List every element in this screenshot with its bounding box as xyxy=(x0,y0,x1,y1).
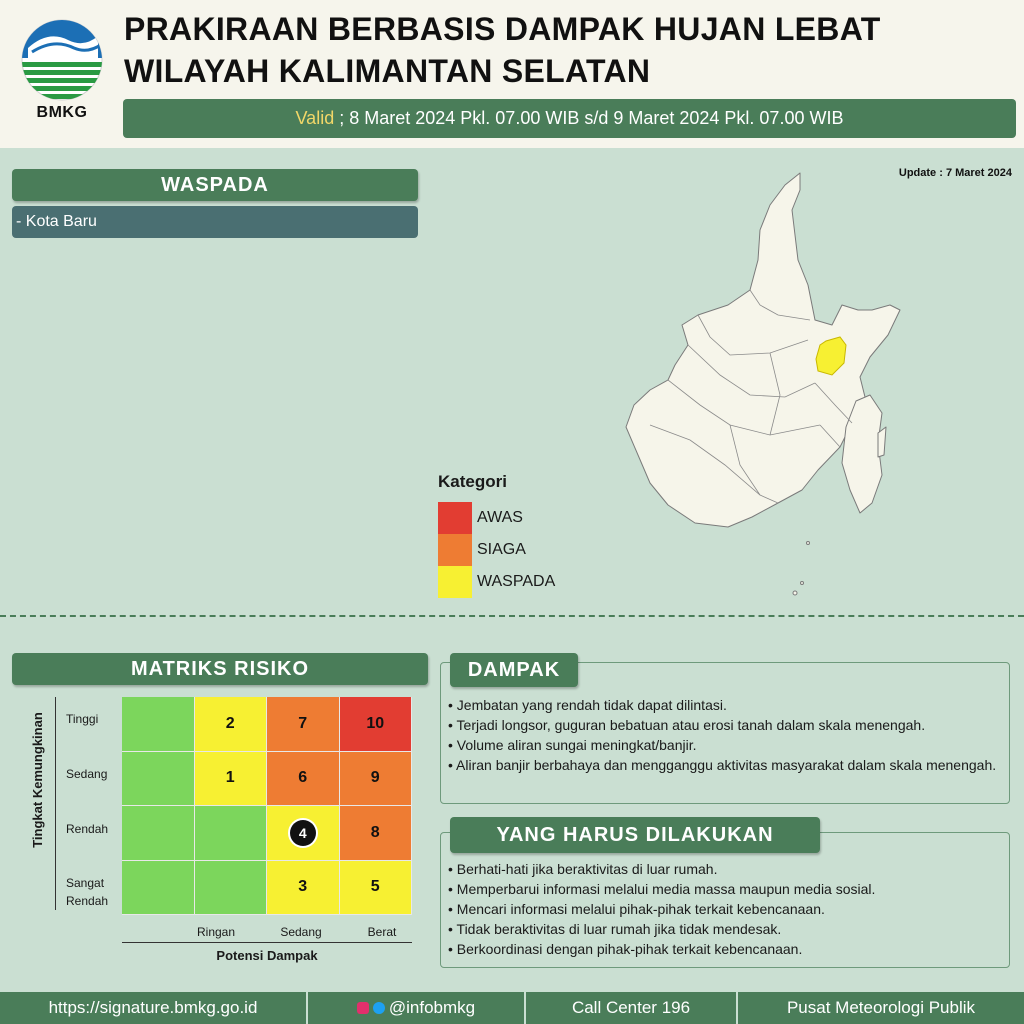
legend-swatch xyxy=(438,534,472,566)
action-item: • Memperbarui informasi melalui media massa maupun media sosial. xyxy=(448,881,876,897)
warning-level-title: WASPADA xyxy=(12,169,418,201)
instagram-icon xyxy=(357,1002,369,1014)
matrix-row-label: Sedang xyxy=(66,767,108,781)
matrix-cell: 2 xyxy=(195,697,268,752)
map-islet xyxy=(801,582,804,585)
action-item: • Berkoordinasi dengan pihak-pihak terkait kebencanaan. xyxy=(448,941,803,957)
page-title xyxy=(124,8,881,92)
legend-title: Kategori xyxy=(438,472,507,491)
impact-title: DAMPAK xyxy=(450,653,578,687)
impact-item: • Jembatan yang rendah tidak dapat dilintasi. xyxy=(448,697,727,713)
footer-website-link[interactable]: https://signature.bmkg.go.id xyxy=(0,992,308,1024)
matrix-cell xyxy=(195,861,268,916)
legend-item-awas xyxy=(438,502,555,534)
footer-unit: Pusat Meteorologi Publik xyxy=(786,998,976,1017)
legend-item-siaga xyxy=(438,534,555,566)
legend-item-waspada xyxy=(438,566,555,598)
legend-label: SIAGA xyxy=(477,541,526,558)
legend-label: WASPADA xyxy=(477,573,556,590)
matrix-cell xyxy=(122,806,195,861)
legend-swatch xyxy=(438,502,472,534)
matrix-cell: 3 xyxy=(267,861,340,916)
valid-period-bar xyxy=(123,99,1016,138)
map-island-small xyxy=(878,427,886,457)
affected-area-list xyxy=(12,206,418,238)
footer xyxy=(0,992,1024,1024)
action-item: • Berhati-hati jika beraktivitas di luar rumah. xyxy=(448,861,718,877)
matrix-cell: 6 xyxy=(267,752,340,807)
matrix-x-axis-title: Potensi Dampak xyxy=(216,948,318,963)
matrix-cell: 8 xyxy=(340,806,413,861)
matrix-y-axis-title: Tingkat Kemungkinan xyxy=(30,712,45,848)
region-map xyxy=(620,165,920,605)
footer-call-center: Call Center 196 xyxy=(526,992,738,1024)
impact-item: • Volume aliran sungai meningkat/banjir. xyxy=(448,737,697,753)
matrix-col-label: Sedang xyxy=(280,925,322,939)
valid-label: Valid xyxy=(295,108,335,128)
update-date: Update : 7 Maret 2024 xyxy=(898,167,1012,179)
action-title: YANG HARUS DILAKUKAN xyxy=(450,817,820,853)
footer-social-handle: @infobmkg xyxy=(388,998,476,1017)
risk-matrix-title: MATRIKS RISIKO xyxy=(12,653,428,685)
matrix-cell xyxy=(122,861,195,916)
legend xyxy=(438,472,555,598)
map-islet xyxy=(793,591,797,595)
matrix-x-axis-line xyxy=(122,942,412,943)
action-list xyxy=(448,859,1004,959)
matrix-row-label: Tinggi xyxy=(66,712,99,726)
risk-matrix-grid xyxy=(122,697,412,915)
action-item: • Tidak beraktivitas di luar rumah jika tidak mendesak. xyxy=(448,921,782,937)
bmkg-logo xyxy=(18,18,106,128)
matrix-y-axis-line xyxy=(55,697,56,910)
matrix-cell xyxy=(122,697,195,752)
matrix-cell xyxy=(267,806,340,861)
matrix-cell: 9 xyxy=(340,752,413,807)
matrix-cell xyxy=(195,806,268,861)
matrix-row-label: Sangat Rendah xyxy=(66,876,109,908)
footer-social[interactable] xyxy=(308,992,526,1024)
affected-area-item: - Kota Baru xyxy=(16,213,97,230)
matrix-cell: 7 xyxy=(267,697,340,752)
legend-label: AWAS xyxy=(477,509,523,526)
matrix-cell-marker: 4 xyxy=(290,820,316,846)
twitter-icon xyxy=(373,1002,385,1014)
matrix-cell: 1 xyxy=(195,752,268,807)
valid-period-text: ; 8 Maret 2024 Pkl. 07.00 WIB s/d 9 Maret 2024 Pkl. 07.00 WIB xyxy=(334,108,844,128)
matrix-col-label: Ringan xyxy=(196,925,236,939)
matrix-row-label: Rendah xyxy=(66,822,109,836)
header xyxy=(0,0,1024,148)
impact-item: • Aliran banjir berbahaya dan mengganggu aktivitas masyarakat dalam skala menengah. xyxy=(448,757,997,773)
matrix-col-label: Berat xyxy=(367,925,397,939)
impact-list xyxy=(448,695,1004,775)
matrix-cell: 5 xyxy=(340,861,413,916)
title-line-1: PRAKIRAAN BERBASIS DAMPAK HUJAN LEBAT xyxy=(124,11,881,47)
action-item: • Mencari informasi melalui pihak-pihak terkait kebencanaan. xyxy=(448,901,825,917)
matrix-cell: 10 xyxy=(340,697,413,752)
section-divider xyxy=(0,615,1024,617)
matrix-cell xyxy=(122,752,195,807)
map-islet xyxy=(807,542,810,545)
impact-item: • Terjadi longsor, guguran bebatuan atau erosi tanah dalam skala menengah. xyxy=(448,717,926,733)
legend-swatch xyxy=(438,566,472,598)
title-line-2: WILAYAH KALIMANTAN SELATAN xyxy=(124,53,651,89)
logo-text: BMKG xyxy=(36,104,88,121)
